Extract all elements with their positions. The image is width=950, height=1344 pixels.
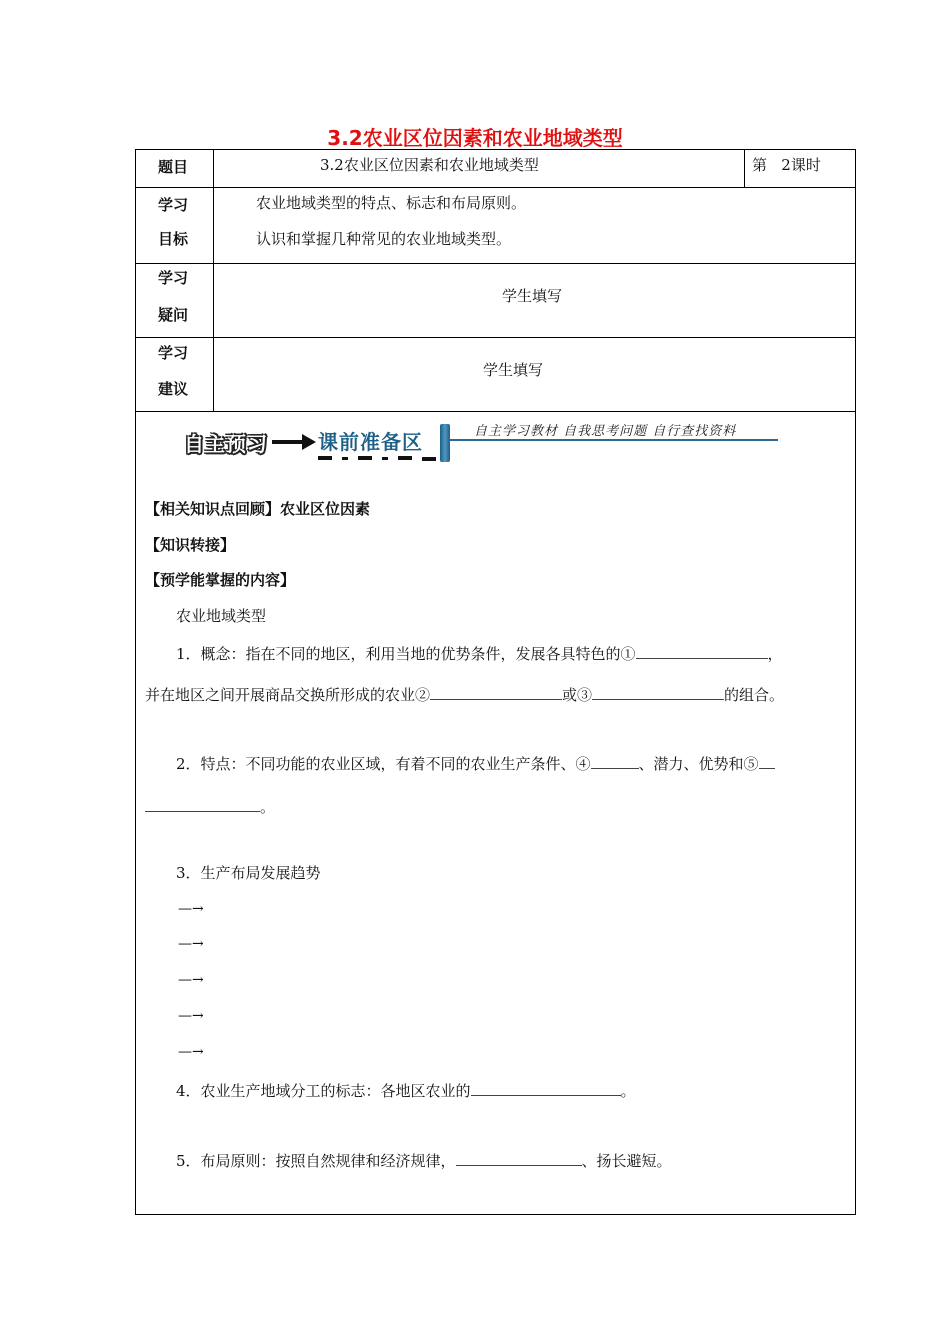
preview-banner xyxy=(180,418,780,466)
table-divider xyxy=(135,187,856,188)
topic-value: 3.2农业区位因素和农业地域类型 xyxy=(320,156,539,174)
blank-6[interactable] xyxy=(471,1080,621,1096)
blank-2[interactable] xyxy=(430,684,562,700)
banner-tagline: 自主学习教材 自我思考问题 自行查找资料 xyxy=(474,424,737,439)
arrow-right-icon xyxy=(270,430,318,454)
advice-label-1: 学习 xyxy=(158,344,189,362)
question-label-2: 疑问 xyxy=(158,306,189,324)
item-3: 3．生产布局发展趋势 xyxy=(176,864,321,882)
document-title: 3.2农业区位因素和农业地域类型 xyxy=(327,126,623,150)
goal-label-1: 学习 xyxy=(158,196,189,214)
lesson-number: 第 2课时 xyxy=(752,156,821,174)
item-2-end: 。 xyxy=(260,798,276,816)
item-1-text-cont: 并在地区之间开展商品交换所形成的农业② xyxy=(145,686,431,704)
item-5-text: 5．布局原则：按照自然规律和经济规律， xyxy=(176,1152,456,1170)
item-5 xyxy=(176,1150,672,1171)
item-4-end: 。 xyxy=(620,1082,636,1100)
review-heading: 【相关知识点回顾】农业区位因素 xyxy=(145,500,371,518)
dash-decoration-icon xyxy=(318,454,438,462)
blank-7[interactable] xyxy=(456,1150,582,1166)
divider-bar-icon xyxy=(440,424,450,462)
item-1-line-2 xyxy=(145,684,784,705)
trend-arrow-5: —→ xyxy=(178,1044,204,1060)
item-1-text: 1．概念：指在不同的地区，利用当地的优势条件，发展各具特色的① xyxy=(176,645,636,663)
trend-arrow-2: —→ xyxy=(178,936,204,952)
preview-heading: 【预学能掌握的内容】 xyxy=(145,571,296,589)
table-divider xyxy=(135,263,856,264)
goal-item-2: 认识和掌握几种常见的农业地域类型。 xyxy=(256,230,512,248)
advice-value: 学生填写 xyxy=(483,361,544,379)
table-divider xyxy=(135,411,856,412)
item-4 xyxy=(176,1080,636,1101)
lesson-table xyxy=(135,149,856,1215)
item-4-text: 4．农业生产地域分工的标志：各地区农业的 xyxy=(176,1082,471,1100)
type-heading: 农业地域类型 xyxy=(176,607,267,625)
goal-label-2: 目标 xyxy=(158,230,189,248)
item-5-end: 、扬长避短。 xyxy=(581,1152,672,1170)
question-value: 学生填写 xyxy=(502,287,563,305)
trend-arrow-4: —→ xyxy=(178,1008,204,1024)
table-divider xyxy=(135,337,856,338)
blank-4[interactable] xyxy=(591,753,639,769)
item-1-or: 或③ xyxy=(562,686,593,704)
item-2-line-1 xyxy=(176,753,775,774)
zone-title: 课前准备区 xyxy=(318,430,423,454)
banner-rule xyxy=(450,439,778,441)
item-2-text: 2．特点：不同功能的农业区域，有着不同的农业生产条件、④ xyxy=(176,755,591,773)
self-study-seal: 自主预习 xyxy=(184,432,268,456)
item-2-text-cont: 、潜力、优势和⑤ xyxy=(638,755,759,773)
blank-5[interactable] xyxy=(145,796,260,812)
question-label-1: 学习 xyxy=(158,269,189,287)
trend-arrow-1: —→ xyxy=(178,901,204,917)
advice-label-2: 建议 xyxy=(158,380,189,398)
table-column-divider xyxy=(213,149,214,412)
blank-5-start[interactable] xyxy=(759,753,775,769)
item-1-line-1 xyxy=(176,643,783,664)
item-1-end: 的组合。 xyxy=(724,686,785,704)
item-2-line-2 xyxy=(145,796,275,817)
transfer-heading: 【知识转接】 xyxy=(145,536,236,554)
blank-1[interactable] xyxy=(636,643,768,659)
goal-item-1: 农业地域类型的特点、标志和布局原则。 xyxy=(256,194,527,212)
item-1-comma: ， xyxy=(767,645,783,663)
blank-3[interactable] xyxy=(592,684,724,700)
topic-label: 题目 xyxy=(158,158,189,176)
trend-arrow-3: —→ xyxy=(178,972,204,988)
table-column-divider xyxy=(744,149,745,188)
